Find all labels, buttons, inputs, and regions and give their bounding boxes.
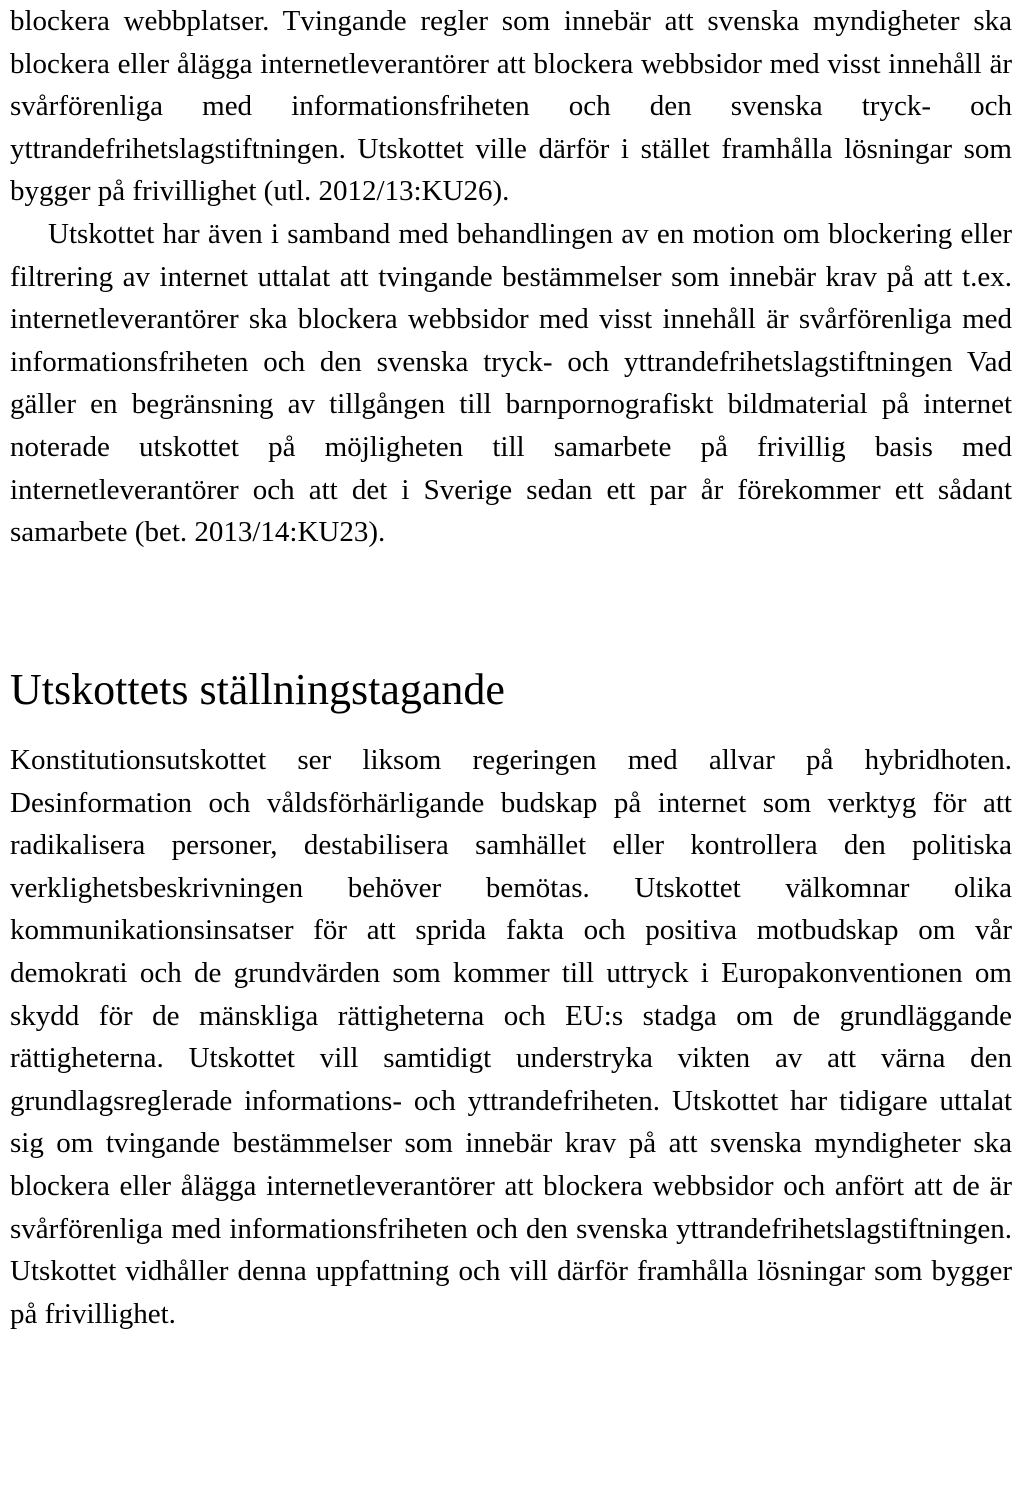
document-page — [10, 0, 1012, 1330]
section-heading: Utskottets ställningstagande — [10, 665, 505, 714]
body-paragraph-continued: blockera webbplatser. Tvingande regler som innebär att svenska myndigheter ska blockera eller ålägga internetleverantörer att blockera webbsidor med visst innehåll är svårförenliga med informationsfriheten och den svenska tryck- och yttrandefrihetslagstiftningen. Utskottet ville därför i stället framhålla lösningar som bygger på frivillighet (utl. 2012/13:KU26). — [10, 5, 1012, 208]
section-paragraph: Konstitutionsutskottet ser liksom regeringen med allvar på hybridhoten. Desinformation och våldsförhärligande budskap på internet som verktyg för att radikalisera personer, destabilisera samhället eller kontrollera den politiska verklighetsbeskrivningen behöver bemötas. Utskottet välkomnar olika kommunikationsinsatser för att sprida fakta och positiva motbudskap om vår demokrati och de grundvärden som kommer till uttryck i Europakonventionen om skydd för de mänskliga rättigheterna och EU:s stadga om de grundläggande rättigheterna. Utskottet vill samtidigt understryka vikten av att värna den grundlagsreglerade informations- och yttrandefriheten. Utskottet har tidigare uttalat sig om tvingande bestämmelser som innebär krav på att svenska myndigheter ska blockera eller ålägga internetleverantörer att blockera webbsidor och anfört att de är svårförenliga med informationsfriheten och den svenska yttrandefrihetslagstiftningen. Utskottet vidhåller denna uppfattning och vill därför framhålla lösningar som bygger på frivillighet. — [10, 744, 1012, 1330]
section-body — [10, 739, 1012, 1335]
body-paragraph: Utskottet har även i samband med behandlingen av en motion om blockering eller filtrering av internet uttalat att tvingande bestämmelser som innebär krav på att t.ex. internetleverantörer ska blockera webbsidor med visst innehåll är svårförenliga med informationsfriheten och den svenska tryck- och yttrandefrihetslagstiftningen Vad gäller en begränsning av tillgången till barnpornografiskt bildmaterial på internet noterade utskottet på möjligheten till samarbete på frivillig basis med internetleverantörer och att det i Sverige sedan ett par år förekommer ett sådant samarbete (bet. 2013/14:KU23). — [10, 217, 1012, 549]
